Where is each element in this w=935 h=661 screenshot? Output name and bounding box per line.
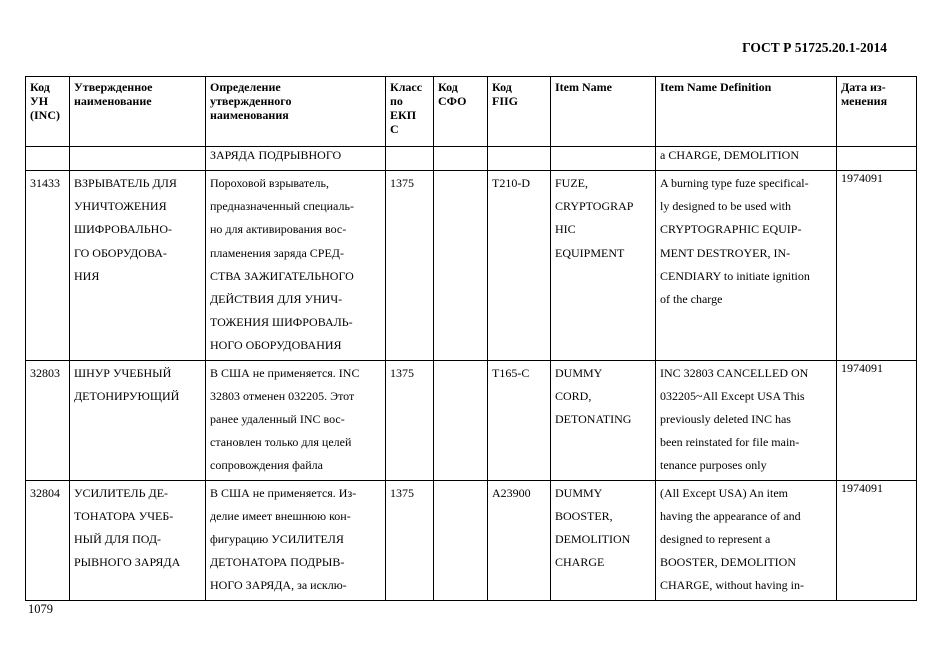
cell-sfo [434,360,488,480]
header-date: Дата из- менения [837,77,917,147]
header-definition: Определение утвержденного наименования [206,77,386,147]
cell-inc: 32804 [26,480,70,600]
header-fiig: Код FIIG [488,77,551,147]
cell-item-name: DUMMY CORD, DETONATING [551,360,656,480]
cell-date: 1974091 [837,480,917,600]
cell-class: 1375 [386,480,434,600]
header-item-definition: Item Name Definition [656,77,837,147]
table-header-row [26,77,917,147]
table-row [26,360,917,480]
continuation-row [26,147,917,171]
cell-item-definition: (All Except USA) An item having the appearance of and designed to represent a BOOSTER, DEMOLITION CHARGE, without having in- [656,480,837,600]
cell-sfo [434,480,488,600]
catalog-table [25,76,917,601]
page-number: 1079 [28,602,53,616]
header-inc: Код УН (INC) [26,77,70,147]
cell-definition: В США не применяется. Из- делие имеет внешнюю кон- фигурацию УСИЛИТЕЛЯ ДЕТОНАТОРА ПОДРЫВ- НОГО ЗАРЯДА, за исклю- [206,480,386,600]
cell-name: УСИЛИТЕЛЬ ДЕ- ТОНАТОРА УЧЕБ- НЫЙ ДЛЯ ПОД- РЫВНОГО ЗАРЯДА [70,480,206,600]
table-row [26,171,917,361]
continuation-definition: ЗАРЯДА ПОДРЫВНОГО [206,147,386,171]
cell-name: ВЗРЫВАТЕЛЬ ДЛЯ УНИЧТОЖЕНИЯ ШИФРОВАЛЬНО- ГО ОБОРУДОВА- НИЯ [70,171,206,361]
cell-inc: 32803 [26,360,70,480]
header-approved-name: Утвержденное наименование [70,77,206,147]
header-class: Класс по ЕКП С [386,77,434,147]
cell-item-definition: INC 32803 CANCELLED ON 032205~All Except USA This previously deleted INC has been reinstated for file main- tenance purposes only [656,360,837,480]
cell-definition: Пороховой взрыватель, предназначенный специаль- но для активирования вос- пламенения заряда СРЕД- СТВА ЗАЖИГАТЕЛЬНОГО ДЕЙСТВИЯ ДЛЯ УНИЧ- ТОЖЕНИЯ ШИФРОВАЛЬ- НОГО ОБОРУДОВАНИЯ [206,171,386,361]
cell-fiig: T210-D [488,171,551,361]
cell-class: 1375 [386,171,434,361]
cell-date: 1974091 [837,171,917,361]
document-code: ГОСТ Р 51725.20.1-2014 [742,40,887,55]
cell-fiig: A23900 [488,480,551,600]
continuation-item-definition: a CHARGE, DEMOLITION [656,147,837,171]
cell-date: 1974091 [837,360,917,480]
cell-item-name: FUZE, CRYPTOGRAP HIC EQUIPMENT [551,171,656,361]
cell-fiig: T165-C [488,360,551,480]
cell-inc: 31433 [26,171,70,361]
cell-definition: В США не применяется. INC 32803 отменен 032205. Этот ранее удаленный INC вос- становлен только для целей сопровождения файла [206,360,386,480]
header-sfo: Код СФО [434,77,488,147]
cell-class: 1375 [386,360,434,480]
cell-sfo [434,171,488,361]
cell-name: ШНУР УЧЕБНЫЙ ДЕТОНИРУЮЩИЙ [70,360,206,480]
header-item-name: Item Name [551,77,656,147]
cell-item-name: DUMMY BOOSTER, DEMOLITION CHARGE [551,480,656,600]
table-row [26,480,917,600]
cell-item-definition: A burning type fuze specifical- ly designed to be used with CRYPTOGRAPHIC EQUIP- MENT DESTROYER, IN- CENDIARY to initiate ignition of the charge [656,171,837,361]
